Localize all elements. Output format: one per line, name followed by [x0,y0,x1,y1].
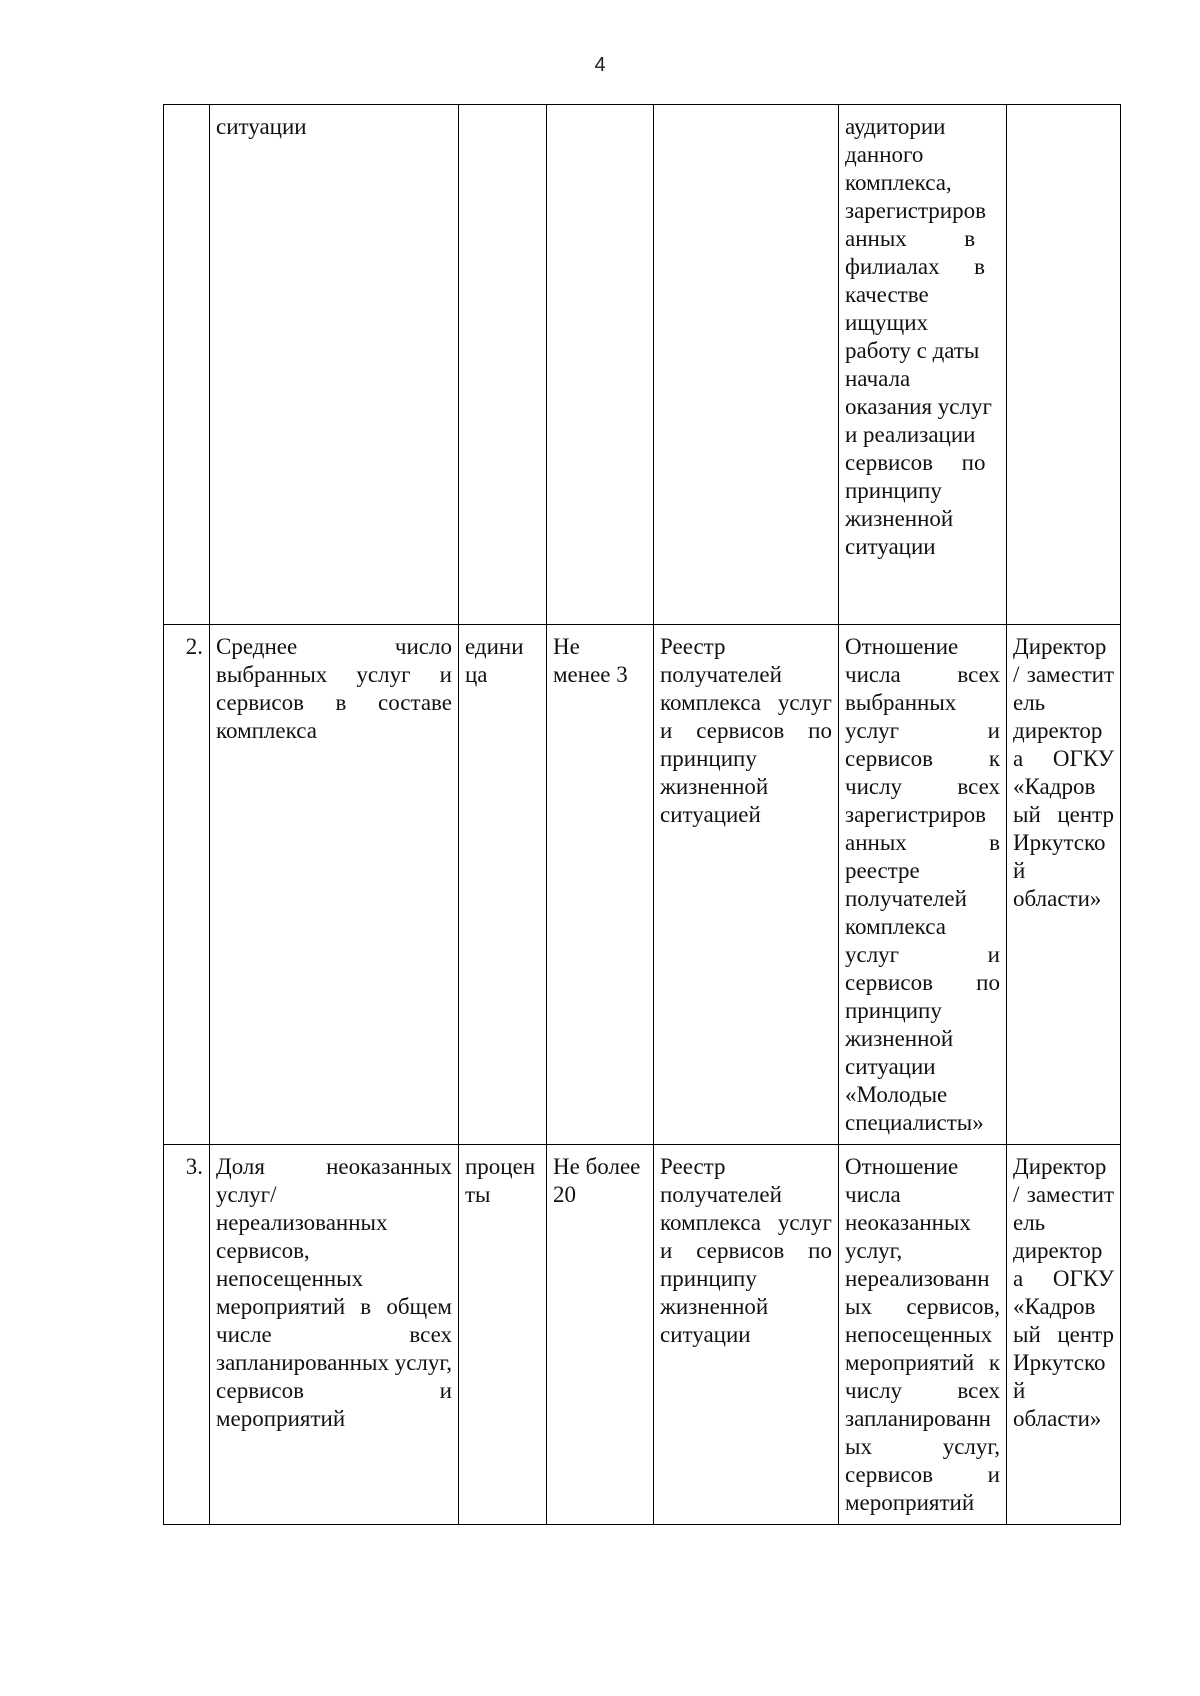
value-text: Не более 20 [553,1154,641,1207]
method-cell [839,625,1007,1145]
indicator-cell [210,105,459,625]
value-cell [547,625,654,1145]
source-cell [654,105,839,625]
indicator-text: ситуации [216,114,307,139]
method-cell [839,1145,1007,1525]
indicators-table [163,104,1121,1525]
method-text: аудитории данного комплекса, зарегистриров анных в филиалах в качестве ищущих работу с даты начала оказания услуг и реализации сервисов по принципу жизненной ситуации [845,114,992,559]
table-row [164,1145,1121,1525]
value-cell [547,105,654,625]
method-cell [839,105,1007,625]
responsible-text: Директор / заместит ель директор а ОГКУ «Кадров ый центр Иркутско й области» [1013,1154,1114,1431]
unit-text: процен ты [465,1154,536,1207]
indicator-cell [210,625,459,1145]
indicator-cell [210,1145,459,1525]
responsible-cell [1007,1145,1121,1525]
table-row [164,625,1121,1145]
row-number [164,105,210,625]
value-cell [547,1145,654,1525]
indicator-text: Доля неоказанных услуг/ нереализованных сервисов, непосещенных мероприятий в общем числе всех запланированных услуг, сервисов и мероприятий [216,1154,452,1431]
unit-text: едини ца [465,634,524,687]
unit-cell [459,105,547,625]
indicator-text: Среднее число выбранных услуг и сервисов в составе комплекса [216,634,452,743]
responsible-cell [1007,105,1121,625]
responsible-cell [1007,625,1121,1145]
method-text: Отношение числа неоказанных услуг, нереализованн ых сервисов, непосещенных мероприятий к числу всех запланированн ых услуг, сервисов и мероприятий [845,1154,1000,1515]
table-row [164,105,1121,625]
unit-cell [459,625,547,1145]
source-text: Реестр получателей комплекса услуг и сервисов по принципу жизненной ситуацией [660,634,832,827]
source-cell [654,1145,839,1525]
row-number: 3. [164,1145,210,1525]
method-text: Отношение числа всех выбранных услуг и сервисов к числу всех зарегистриров анных в реестре получателей комплекса услуг и сервисов по принципу жизненной ситуации «Молодые специалисты» [845,634,1000,1135]
responsible-text: Директор / заместит ель директор а ОГКУ «Кадров ый центр Иркутско й области» [1013,634,1114,911]
source-text: Реестр получателей комплекса услуг и сервисов по принципу жизненной ситуации [660,1154,832,1347]
unit-cell [459,1145,547,1525]
page-number: 4 [594,54,606,76]
row-number: 2. [164,625,210,1145]
source-cell [654,625,839,1145]
value-text: Не менее 3 [553,634,628,687]
